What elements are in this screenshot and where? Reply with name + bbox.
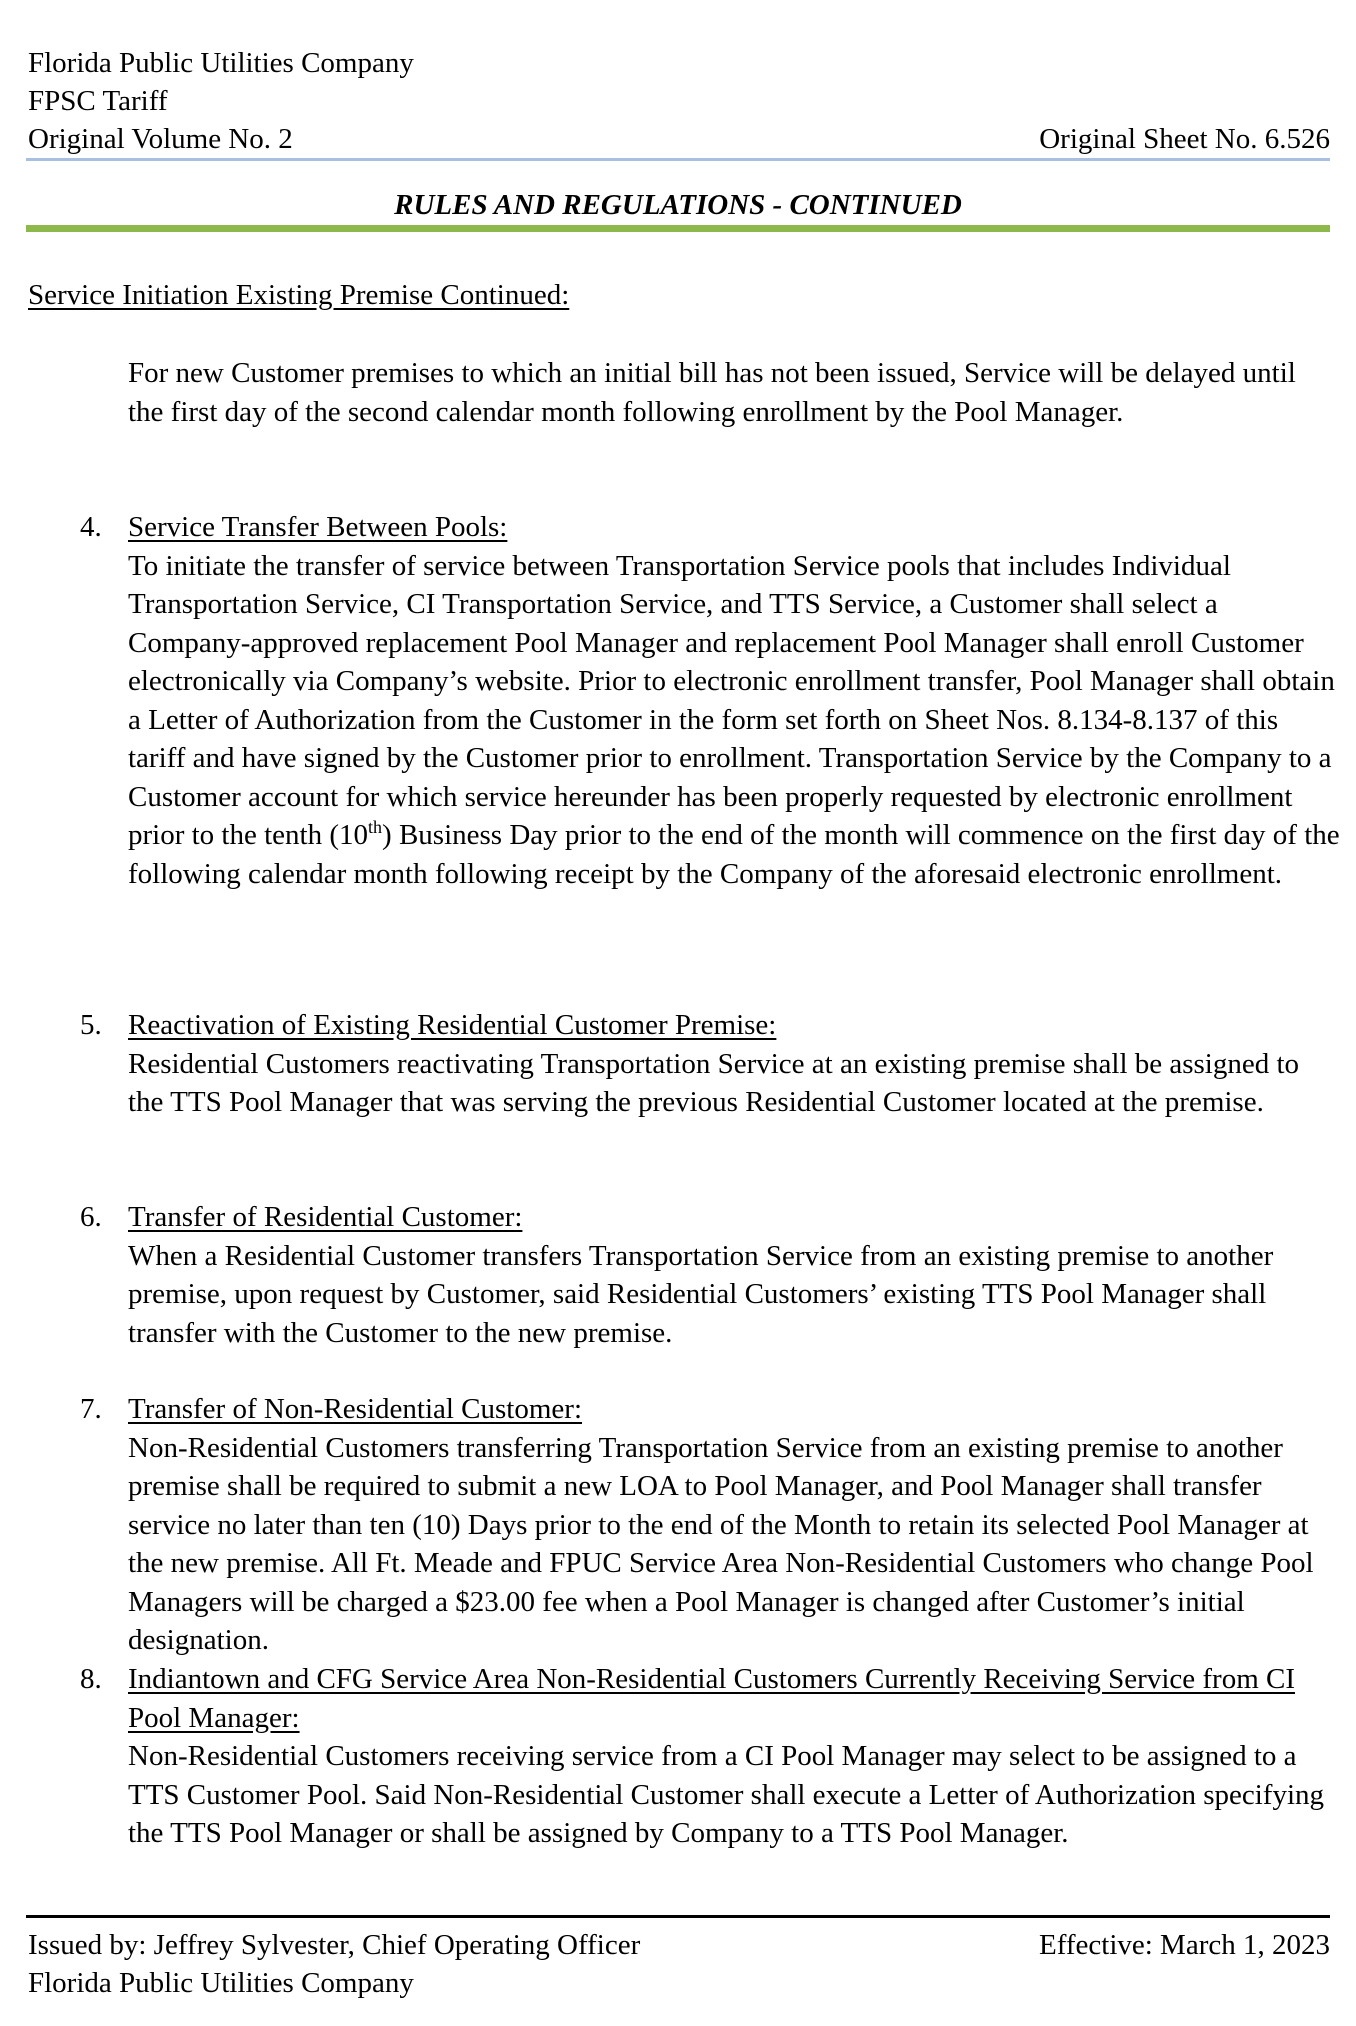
footer-issued-by: Issued by: Jeffrey Sylvester, Chief Operating Officer (28, 1929, 641, 1961)
item-text: When a Residential Customer transfers Transportation Service from an existing premise to another premise, upon request by Customer, said Residential Customers’ existing TTS Pool Manager shall transfer with the Customer to the new premise. (128, 1239, 1274, 1349)
header-tariff: FPSC Tariff (28, 85, 168, 117)
item-heading: Transfer of Residential Customer: (128, 1201, 523, 1233)
item-number: 6. (80, 1201, 102, 1233)
item-number: 4. (80, 511, 102, 543)
header-sheet-number: Original Sheet No. 6.526 (1039, 123, 1330, 155)
item-heading: Reactivation of Existing Residential Customer Premise: (128, 1009, 777, 1041)
item-number: 5. (80, 1009, 102, 1041)
footer-company: Florida Public Utilities Company (28, 1967, 414, 1999)
list-item-4 (80, 508, 1340, 893)
item-number: 7. (80, 1393, 102, 1425)
header-company: Florida Public Utilities Company (28, 47, 414, 79)
page-title: RULES AND REGULATIONS - CONTINUED (394, 189, 962, 221)
section-heading: Service Initiation Existing Premise Continued: (28, 279, 570, 311)
item-text: Residential Customers reactivating Transportation Service at an existing premise shall be assigned to the TTS Pool Manager that was serving the previous Residential Customer located at the premise. (128, 1047, 1300, 1118)
list-item-8 (80, 1660, 1340, 1853)
item-text: Non-Residential Customers receiving service from a CI Pool Manager may select to be assigned to a TTS Customer Pool. Said Non-Residential Customer shall execute a Letter of Authorization specifying the TTS Pool Manager or shall be assigned by Company to a TTS Pool Manager. (128, 1740, 1325, 1849)
item-heading: Indiantown and CFG Service Area Non-Residential Customers Currently Receiving Service from CI Pool Manager: (128, 1663, 1295, 1734)
item-text: Non-Residential Customers transferring Transportation Service from an existing premise to another premise shall be required to submit a new LOA to Pool Manager, and Pool Manager shall transfer service no later than ten (10) Days prior to the end of the Month to retain its selected Pool Manager at the new premise. All Ft. Meade and FPUC Service Area Non-Residential Customers who change Pool Managers will be charged a $23.00 fee when a Pool Manager is changed after Customer’s initial designation. (128, 1431, 1314, 1656)
header-divider (26, 158, 1330, 161)
footer-effective-date: Effective: March 1, 2023 (1039, 1929, 1330, 1961)
list-item-6 (80, 1198, 1340, 1352)
list-item-7 (80, 1390, 1340, 1660)
list-item-5 (80, 1006, 1340, 1122)
item-heading: Transfer of Non-Residential Customer: (128, 1393, 583, 1425)
footer-divider (26, 1915, 1330, 1918)
item-text: To initiate the transfer of service between Transportation Service pools that includes Individual Transportation Service, CI Transportation Service, and TTS Service, a Customer shall select a Company-approved replacement Pool Manager and replacement Pool Manager shall enroll Customer electronically via Company’s website. Prior to electronic enrollment transfer, Pool Manager shall obtain a Letter of Authorization from the Customer in the form set forth on Sheet Nos. 8.134-8.137 of this tariff and have signed by the Customer prior to enrollment. Transportation Service by the Company to a Customer account for which service hereunder has been properly requested by electronic enrollment prior to the tenth (10th) Business Day prior to the end of the month will commence on the first day of the following calendar month following receipt by the Company of the aforesaid electronic enrollment. (128, 549, 1340, 890)
item-number: 8. (80, 1663, 102, 1695)
header-volume: Original Volume No. 2 (28, 123, 293, 155)
intro-paragraph: For new Customer premises to which an initial bill has not been issued, Service will be delayed until the first day of the second calendar month following enrollment by the Pool Manager. (128, 357, 1296, 428)
title-divider (26, 225, 1330, 232)
item-heading: Service Transfer Between Pools: (128, 511, 508, 543)
